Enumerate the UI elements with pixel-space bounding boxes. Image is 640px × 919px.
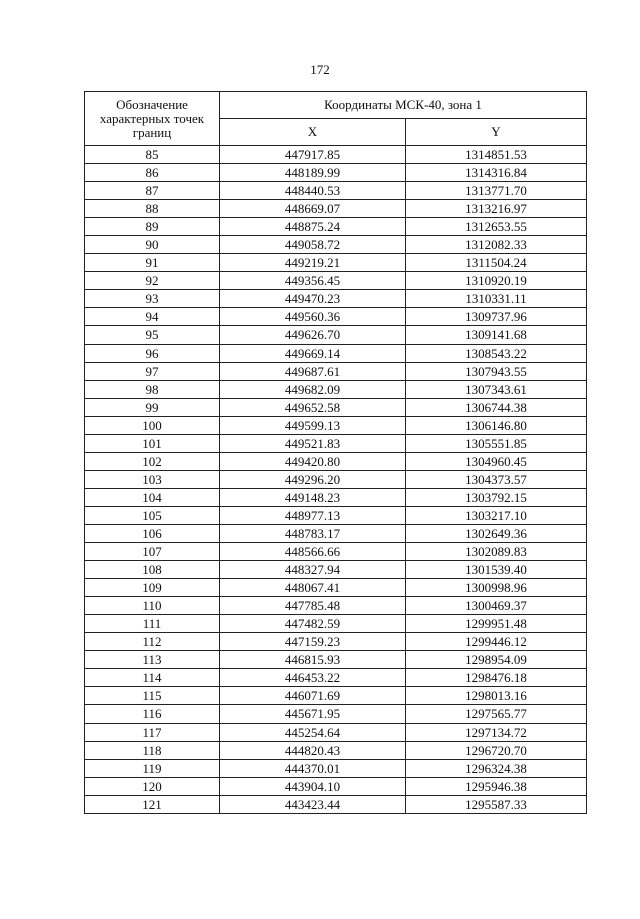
y-coordinate-cell: 1309737.96 (406, 308, 587, 326)
table-row (85, 146, 587, 164)
table-row (85, 362, 587, 380)
x-coordinate-cell: 448783.17 (220, 524, 406, 542)
x-coordinate-cell: 449687.61 (220, 362, 406, 380)
table-row (85, 380, 587, 398)
table-row (85, 777, 587, 795)
point-number-cell: 85 (85, 146, 220, 164)
y-coordinate-cell: 1304373.57 (406, 470, 587, 488)
table-row (85, 524, 587, 542)
point-number-cell: 87 (85, 182, 220, 200)
point-number-cell: 86 (85, 164, 220, 182)
x-coordinate-cell: 449148.23 (220, 488, 406, 506)
y-coordinate-cell: 1310920.19 (406, 272, 587, 290)
point-number-cell: 118 (85, 741, 220, 759)
table-row (85, 669, 587, 687)
table-row (85, 741, 587, 759)
x-coordinate-cell: 449356.45 (220, 272, 406, 290)
point-number-cell: 97 (85, 362, 220, 380)
x-coordinate-cell: 449682.09 (220, 380, 406, 398)
y-coordinate-cell: 1304960.45 (406, 452, 587, 470)
y-coordinate-cell: 1298013.16 (406, 687, 587, 705)
point-number-cell: 93 (85, 290, 220, 308)
y-coordinate-cell: 1302649.36 (406, 524, 587, 542)
y-coordinate-cell: 1308543.22 (406, 344, 587, 362)
point-number-cell: 103 (85, 470, 220, 488)
y-coordinate-cell: 1303217.10 (406, 506, 587, 524)
y-coordinate-cell: 1310331.11 (406, 290, 587, 308)
y-coordinate-cell: 1295587.33 (406, 795, 587, 813)
table-row (85, 182, 587, 200)
x-coordinate-cell: 447482.59 (220, 615, 406, 633)
y-coordinate-cell: 1313216.97 (406, 200, 587, 218)
y-coordinate-cell: 1305551.85 (406, 434, 587, 452)
point-number-cell: 112 (85, 633, 220, 651)
x-coordinate-cell: 449470.23 (220, 290, 406, 308)
y-coordinate-cell: 1313771.70 (406, 182, 587, 200)
page-number: 172 (310, 62, 330, 77)
point-number-cell: 114 (85, 669, 220, 687)
point-number-cell: 105 (85, 506, 220, 524)
x-coordinate-cell: 444820.43 (220, 741, 406, 759)
point-number-cell: 115 (85, 687, 220, 705)
header-x: X (220, 119, 406, 146)
x-coordinate-cell: 448566.66 (220, 543, 406, 561)
y-coordinate-cell: 1295946.38 (406, 777, 587, 795)
table-row (85, 470, 587, 488)
point-number-cell: 102 (85, 452, 220, 470)
table-row (85, 236, 587, 254)
x-coordinate-cell: 449058.72 (220, 236, 406, 254)
y-coordinate-cell: 1311504.24 (406, 254, 587, 272)
x-coordinate-cell: 449652.58 (220, 398, 406, 416)
y-coordinate-cell: 1312082.33 (406, 236, 587, 254)
table-row (85, 218, 587, 236)
coordinates-table (84, 91, 587, 814)
y-coordinate-cell: 1307943.55 (406, 362, 587, 380)
table-body (85, 146, 587, 814)
y-coordinate-cell: 1299446.12 (406, 633, 587, 651)
table-row (85, 615, 587, 633)
x-coordinate-cell: 448669.07 (220, 200, 406, 218)
y-coordinate-cell: 1300469.37 (406, 597, 587, 615)
table-row (85, 543, 587, 561)
table-row (85, 723, 587, 741)
x-coordinate-cell: 449599.13 (220, 416, 406, 434)
point-number-cell: 90 (85, 236, 220, 254)
y-coordinate-cell: 1312653.55 (406, 218, 587, 236)
table-row (85, 687, 587, 705)
table-row (85, 344, 587, 362)
table-row (85, 795, 587, 813)
y-coordinate-cell: 1297565.77 (406, 705, 587, 723)
x-coordinate-cell: 446815.93 (220, 651, 406, 669)
y-coordinate-cell: 1296324.38 (406, 759, 587, 777)
y-coordinate-cell: 1302089.83 (406, 543, 587, 561)
y-coordinate-cell: 1296720.70 (406, 741, 587, 759)
y-coordinate-cell: 1298476.18 (406, 669, 587, 687)
y-coordinate-cell: 1298954.09 (406, 651, 587, 669)
x-coordinate-cell: 446071.69 (220, 687, 406, 705)
x-coordinate-cell: 449560.36 (220, 308, 406, 326)
y-coordinate-cell: 1314316.84 (406, 164, 587, 182)
x-coordinate-cell: 448189.99 (220, 164, 406, 182)
point-number-cell: 109 (85, 579, 220, 597)
x-coordinate-cell: 449521.83 (220, 434, 406, 452)
x-coordinate-cell: 445254.64 (220, 723, 406, 741)
y-coordinate-cell: 1314851.53 (406, 146, 587, 164)
table-row (85, 488, 587, 506)
table-row (85, 308, 587, 326)
point-number-cell: 106 (85, 524, 220, 542)
header-coordinates-group: Координаты МСК-40, зона 1 (220, 92, 587, 119)
table-row (85, 200, 587, 218)
table-row (85, 759, 587, 777)
table-row (85, 506, 587, 524)
point-number-cell: 92 (85, 272, 220, 290)
x-coordinate-cell: 447785.48 (220, 597, 406, 615)
table-row (85, 705, 587, 723)
point-number-cell: 116 (85, 705, 220, 723)
header-point-label: Обозначение характерных точек границ (85, 92, 220, 146)
table-row (85, 452, 587, 470)
point-number-cell: 111 (85, 615, 220, 633)
table-row (85, 651, 587, 669)
point-number-cell: 108 (85, 561, 220, 579)
point-number-cell: 121 (85, 795, 220, 813)
point-number-cell: 95 (85, 326, 220, 344)
y-coordinate-cell: 1306744.38 (406, 398, 587, 416)
header-row-top (85, 92, 587, 119)
x-coordinate-cell: 449219.21 (220, 254, 406, 272)
x-coordinate-cell: 443904.10 (220, 777, 406, 795)
point-number-cell: 120 (85, 777, 220, 795)
table-row (85, 272, 587, 290)
table-row (85, 164, 587, 182)
point-number-cell: 100 (85, 416, 220, 434)
x-coordinate-cell: 444370.01 (220, 759, 406, 777)
point-number-cell: 99 (85, 398, 220, 416)
x-coordinate-cell: 448875.24 (220, 218, 406, 236)
table-row (85, 561, 587, 579)
table-row (85, 416, 587, 434)
x-coordinate-cell: 449420.80 (220, 452, 406, 470)
y-coordinate-cell: 1300998.96 (406, 579, 587, 597)
x-coordinate-cell: 443423.44 (220, 795, 406, 813)
point-number-cell: 89 (85, 218, 220, 236)
y-coordinate-cell: 1301539.40 (406, 561, 587, 579)
x-coordinate-cell: 446453.22 (220, 669, 406, 687)
x-coordinate-cell: 449296.20 (220, 470, 406, 488)
y-coordinate-cell: 1306146.80 (406, 416, 587, 434)
y-coordinate-cell: 1307343.61 (406, 380, 587, 398)
point-number-cell: 96 (85, 344, 220, 362)
y-coordinate-cell: 1309141.68 (406, 326, 587, 344)
point-number-cell: 98 (85, 380, 220, 398)
point-number-cell: 110 (85, 597, 220, 615)
point-number-cell: 117 (85, 723, 220, 741)
table-row (85, 398, 587, 416)
point-number-cell: 113 (85, 651, 220, 669)
x-coordinate-cell: 449669.14 (220, 344, 406, 362)
point-number-cell: 88 (85, 200, 220, 218)
y-coordinate-cell: 1299951.48 (406, 615, 587, 633)
point-number-cell: 101 (85, 434, 220, 452)
point-number-cell: 107 (85, 543, 220, 561)
x-coordinate-cell: 447159.23 (220, 633, 406, 651)
point-number-cell: 94 (85, 308, 220, 326)
x-coordinate-cell: 448977.13 (220, 506, 406, 524)
x-coordinate-cell: 448327.94 (220, 561, 406, 579)
table-row (85, 597, 587, 615)
x-coordinate-cell: 448440.53 (220, 182, 406, 200)
table-row (85, 633, 587, 651)
table-row (85, 254, 587, 272)
y-coordinate-cell: 1303792.15 (406, 488, 587, 506)
x-coordinate-cell: 447917.85 (220, 146, 406, 164)
table-row (85, 434, 587, 452)
point-number-cell: 104 (85, 488, 220, 506)
table-row (85, 326, 587, 344)
point-number-cell: 119 (85, 759, 220, 777)
x-coordinate-cell: 448067.41 (220, 579, 406, 597)
table-row (85, 290, 587, 308)
point-number-cell: 91 (85, 254, 220, 272)
y-coordinate-cell: 1297134.72 (406, 723, 587, 741)
table-row (85, 579, 587, 597)
header-y: Y (406, 119, 587, 146)
x-coordinate-cell: 449626.70 (220, 326, 406, 344)
x-coordinate-cell: 445671.95 (220, 705, 406, 723)
